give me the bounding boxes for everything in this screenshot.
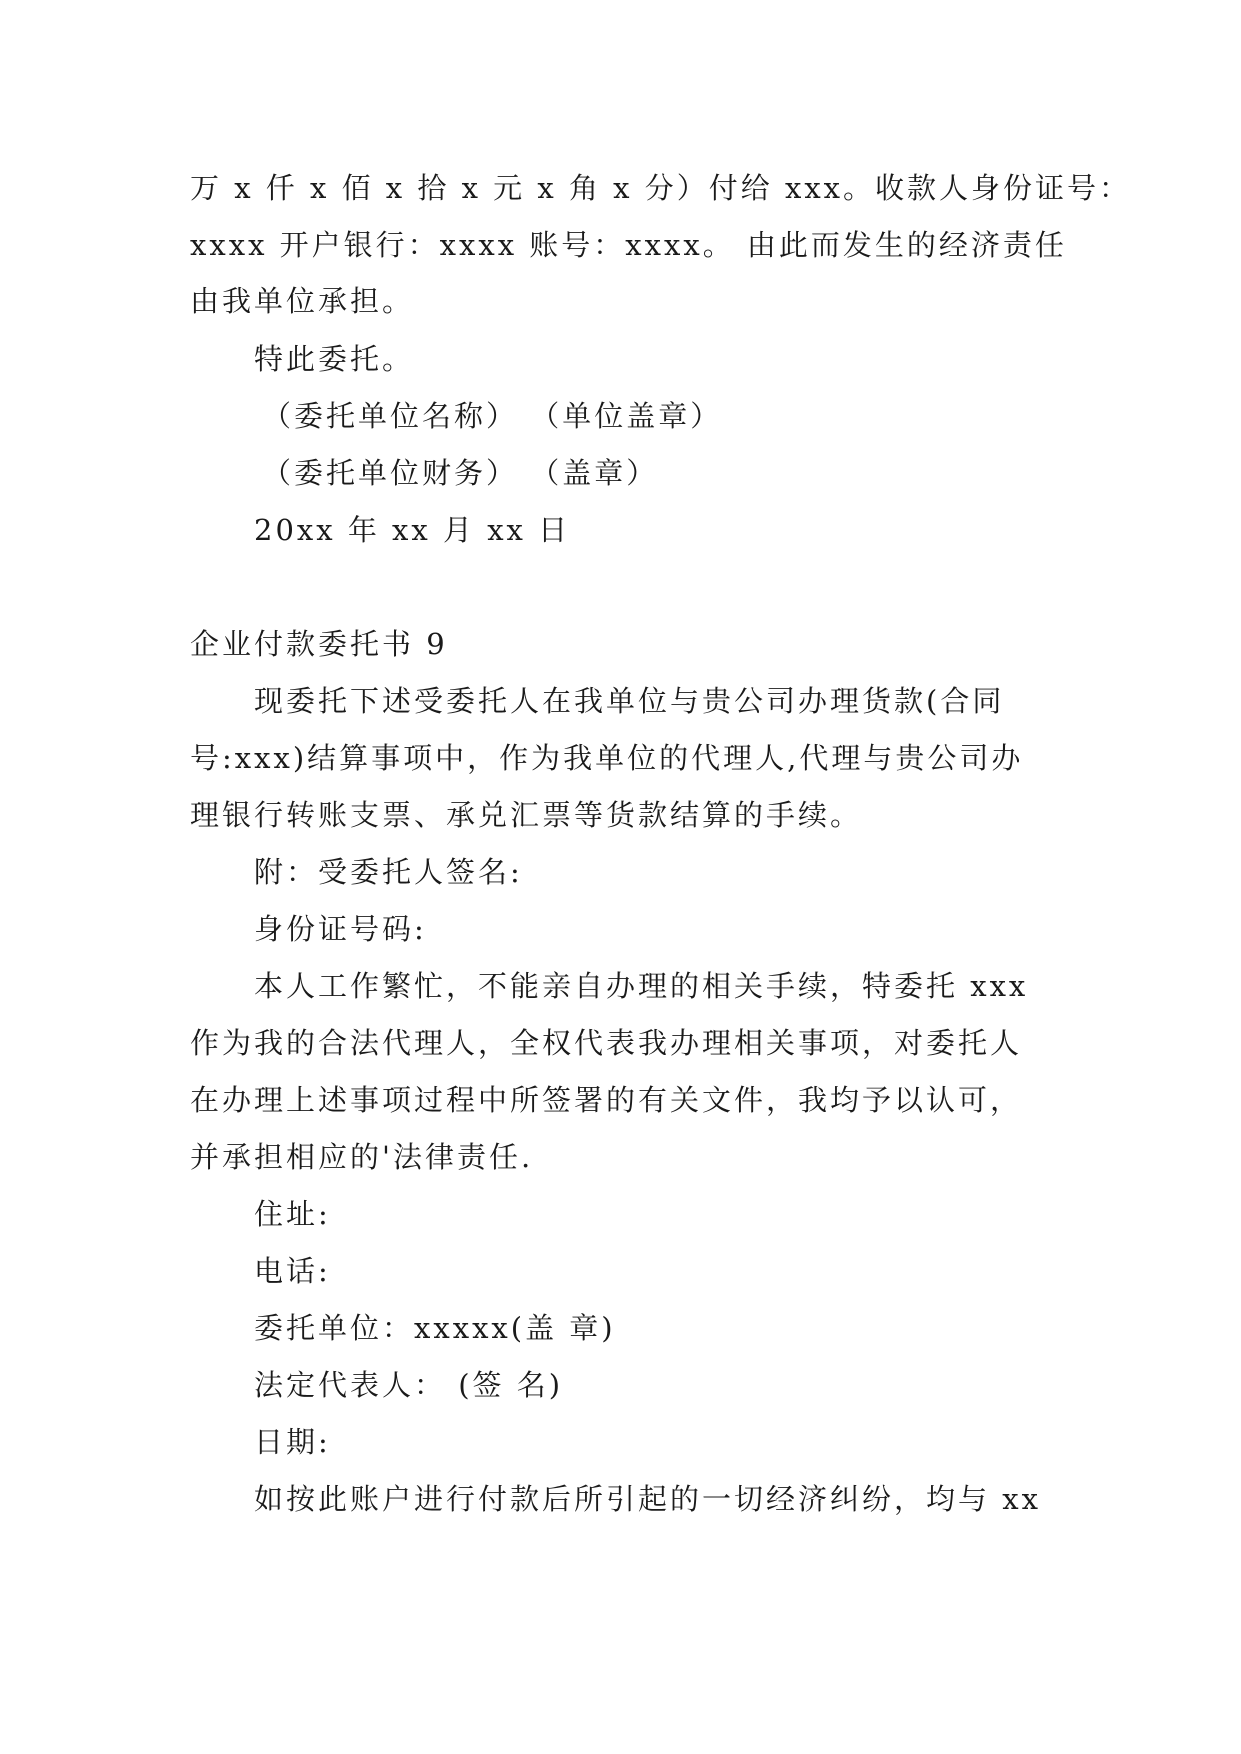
paragraph-line: 在办理上述事项过程中所签署的有关文件，我均予以认可， [190, 1083, 1023, 1117]
paragraph-line: 由我单位承担。 [190, 284, 415, 318]
paragraph-line: 理银行转账支票、承兑汇票等货款结算的手续。 [190, 798, 863, 832]
paragraph-line: 本人工作繁忙，不能亲自办理的相关手续，特委托 xxx [254, 969, 1029, 1003]
field-line: 住址: [254, 1197, 331, 1231]
paragraph-line: 现委托下述受委托人在我单位与贵公司办理货款(合同 [254, 684, 1005, 718]
field-line: 身份证号码: [254, 912, 427, 946]
signature-line: （委托单位财务） （盖章） [262, 456, 659, 490]
field-line: 电话: [254, 1254, 331, 1288]
paragraph-line: 并承担相应的'法律责任. [190, 1140, 534, 1174]
field-line: 法定代表人： (签 名) [254, 1368, 564, 1402]
date-line: 20xx 年 xx 月 xx 日 [254, 513, 571, 547]
paragraph-line: xxxx 开户银行：xxxx 账号：xxxx。 由此而发生的经济责任 [190, 228, 1067, 262]
field-line: 附：受委托人签名: [254, 855, 523, 889]
paragraph-line: 号:xxx)结算事项中，作为我单位的代理人,代理与贵公司办 [190, 741, 1024, 775]
section-title: 企业付款委托书 9 [190, 627, 448, 661]
field-line: 委托单位：xxxxx(盖 章) [254, 1311, 616, 1345]
closing-line: 特此委托。 [254, 342, 415, 376]
signature-line: （委托单位名称） （单位盖章） [262, 399, 723, 433]
paragraph-line: 作为我的合法代理人，全权代表我办理相关事项，对委托人 [190, 1026, 1023, 1060]
field-line: 日期: [254, 1425, 331, 1459]
paragraph-line: 如按此账户进行付款后所引起的一切经济纠纷，均与 xx [254, 1482, 1041, 1516]
paragraph-line: 万 x 仟 x 佰 x 拾 x 元 x 角 x 分）付给 xxx。收款人身份证号： [190, 171, 1132, 205]
